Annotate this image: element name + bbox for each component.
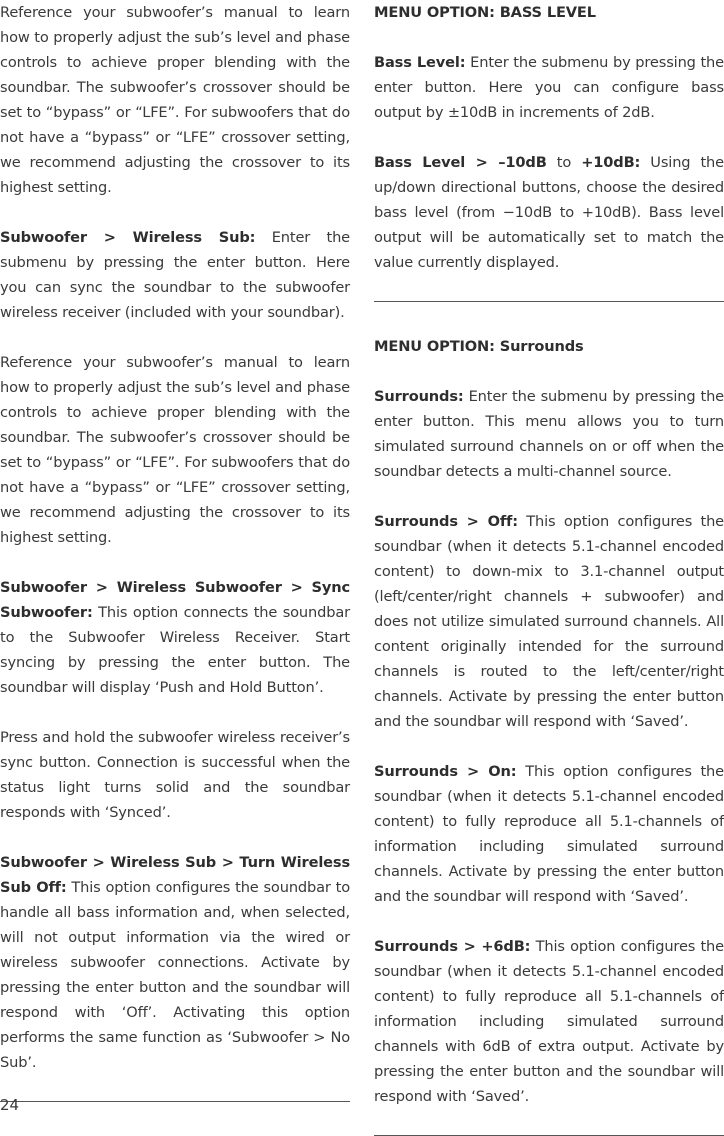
term-bass-max: +10dB: <box>581 154 641 171</box>
left-column <box>0 0 350 1102</box>
desc-surrounds-off: This option configures the soundbar (when it detects 5.1-channel encoded content) to down-mix to 3.1-channel output (left/center/right channels + subwoofer) and does not utilize simulated surround channels. All content originally intended for the surround channels is routed to the left/center/right channels. Activate by pressing the enter button and the soundbar will respond with ‘Saved’. <box>374 513 724 730</box>
desc-surrounds-6db: This option configures the soundbar (when it detects 5.1-channel encoded content) to fully reproduce all 5.1-channels of information including simulated surround channels with 6dB of extra output. Activate by pressing the enter button and the soundbar will respond with ‘Saved’. <box>374 938 724 1105</box>
term-wireless-sub: Subwoofer > Wireless Sub: <box>0 229 256 246</box>
term-surrounds: Surrounds: <box>374 388 464 405</box>
term-bass-min: Bass Level > –10dB <box>374 154 547 171</box>
desc-bass-level: Enter the submenu by pressing the enter button. Here you can configure bass output by ±10dB in increments of 2dB. <box>374 54 724 121</box>
paragraph-surrounds-off <box>374 509 724 734</box>
divider-left <box>0 1101 350 1102</box>
desc-bass-range: Using the up/down directional buttons, choose the desired bass level (from −10dB to +10dB). Bass level output will be automatically set to match the value currently displayed. <box>374 154 724 271</box>
term-bass-level: Bass Level: <box>374 54 466 71</box>
paragraph-bass-range <box>374 150 724 275</box>
term-surrounds-on: Surrounds > On: <box>374 763 517 780</box>
term-sync-subwoofer: Subwoofer > Wireless Subwoofer > Sync Subwoofer: <box>0 579 350 621</box>
paragraph-subwoofer-manual-1: Reference your subwoofer’s manual to learn how to properly adjust the sub’s level and phase controls to achieve proper blending with the soundbar. The subwoofer’s crossover should be set to “bypass” or “LFE”. For subwoofers that do not have a “bypass” or “LFE” crossover setting, we recommend adjusting the crossover to its highest setting. <box>0 4 350 196</box>
desc-surrounds: Enter the submenu by pressing the enter button. This menu allows you to turn simulated surround channels on or off when the soundbar detects a multi-channel source. <box>374 388 724 480</box>
paragraph-surrounds <box>374 384 724 484</box>
desc-wireless-sub: Enter the submenu by pressing the enter button. Here you can sync the soundbar to the subwoofer wireless receiver (included with your soundbar). <box>0 229 350 321</box>
page-number: 24 <box>0 1096 20 1114</box>
desc-sync-subwoofer: This option connects the soundbar to the Subwoofer Wireless Receiver. Start syncing by pressing the enter button. The soundbar will display ‘Push and Hold Button’. <box>0 604 350 696</box>
paragraph-press-hold: Press and hold the subwoofer wireless receiver’s sync button. Connection is successful when the status light turns solid and the soundbar responds with ‘Synced’. <box>0 729 350 821</box>
menu-title-surrounds: MENU OPTION: Surrounds <box>374 338 584 355</box>
term-wireless-sub-off: Subwoofer > Wireless Sub > Turn Wireless Sub Off: <box>0 854 350 896</box>
paragraph-surrounds-on <box>374 759 724 909</box>
desc-wireless-sub-off: This option configures the soundbar to handle all bass information and, when selected, will not output information via the wired or wireless subwoofer connections. Activate by pressing the enter button and the soundbar will respond with ‘Off’. Activating this option performs the same function as ‘Subwoofer > No Sub’. <box>0 879 350 1071</box>
paragraph-subwoofer-manual-2: Reference your subwoofer’s manual to learn how to properly adjust the sub’s level and phase controls to achieve proper blending with the soundbar. The subwoofer’s crossover should be set to “bypass” or “LFE”. For subwoofers that do not have a “bypass” or “LFE” crossover setting, we recommend adjusting the crossover to its highest setting. <box>0 354 350 546</box>
desc-surrounds-on: This option configures the soundbar (when it detects 5.1-channel encoded content) to fully reproduce all 5.1-channels of information including simulated surround channels. Activate by pressing the enter button and the soundbar will respond with ‘Saved’. <box>374 763 724 905</box>
menu-title-bass-level: MENU OPTION: BASS LEVEL <box>374 4 596 21</box>
term-surrounds-off: Surrounds > Off: <box>374 513 518 530</box>
paragraph-wireless-sub-off <box>0 850 350 1075</box>
term-surrounds-6db: Surrounds > +6dB: <box>374 938 531 955</box>
range-to: to <box>546 154 582 171</box>
paragraph-wireless-sub <box>0 225 350 325</box>
right-column <box>374 0 724 1136</box>
paragraph-sync-subwoofer <box>0 575 350 700</box>
paragraph-surrounds-6db <box>374 934 724 1109</box>
paragraph-bass-level <box>374 50 724 125</box>
